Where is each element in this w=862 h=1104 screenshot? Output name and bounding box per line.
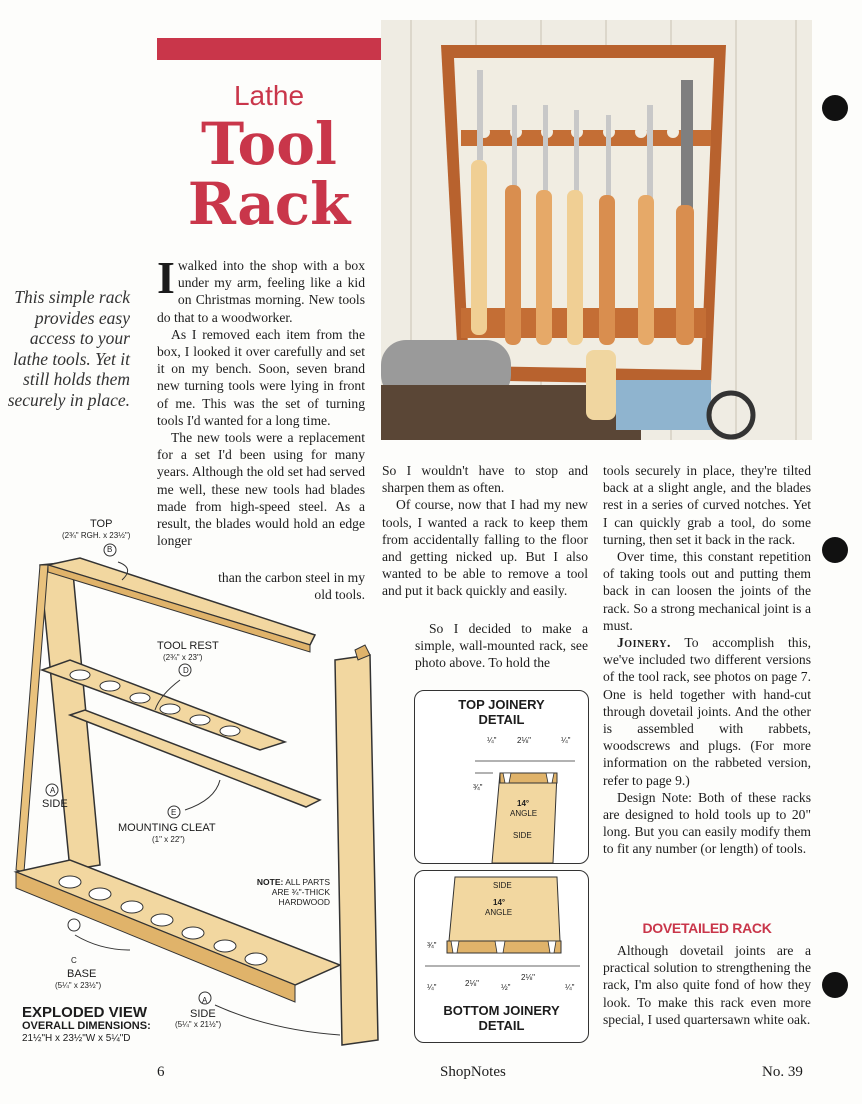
- top-detail-d4: ¾": [473, 783, 483, 792]
- note-text: ALL PARTS ARE ¾"-THICK HARDWOOD: [271, 877, 330, 907]
- top-detail-d1: ¼": [487, 736, 497, 745]
- key-d: D: [183, 666, 189, 675]
- key-e: E: [171, 808, 177, 817]
- bottom-detail-d1: ¾": [427, 941, 437, 950]
- title-line-2: Rack: [187, 170, 351, 238]
- title-accent-bar: [157, 38, 381, 60]
- label-tool-rest-dims: (2¾" x 23"): [163, 653, 203, 662]
- label-tool-rest: TOOL REST: [157, 640, 219, 652]
- top-board: [48, 558, 315, 645]
- key-a-left: A: [50, 786, 56, 795]
- paragraph-dovetail: Although dovetail joints are a practical solution to strengthening the rack, I'm also quite fond of how they look. To make this rack even more special, I used quartersawn white oak.: [603, 943, 811, 1027]
- top-detail-drawing: [415, 731, 588, 863]
- rack-photo: [381, 20, 812, 440]
- top-board-edge: [48, 565, 310, 652]
- paragraph-design-note: Design Note: Both of these racks are designed to hold tools up to 20" long. But you can easily modify them to fit any number (or length) of tools.: [603, 789, 811, 857]
- overall-dimensions-value: 21½"H x 23½"W x 5¼"D: [22, 1033, 131, 1044]
- paragraph-repetition: Over time, this constant repetition of taking tools out and putting them back in can loosen the joints of the rack. So a strong mechanical joint is a must.: [603, 549, 811, 633]
- label-base: BASE: [67, 968, 97, 980]
- paragraph-intro: walked into the shop with a box under my arm, feeling like a kid on Christmas morning. New tools do that to a woodworker.: [157, 258, 365, 325]
- side-panel-right: [335, 655, 378, 1045]
- body-column-3-end: [603, 942, 811, 1028]
- paragraph-tilted: tools securely in place, they're tilted back at a slight angle, and the blades rest in a series of curved notches. Yet I can quickly grab a tool, do some turning, then set it back in the rack.: [603, 463, 811, 547]
- top-detail-title-1: TOP JOINERY: [458, 697, 545, 712]
- top-detail-title-2: DETAIL: [478, 712, 525, 727]
- top-detail-d3: ¼": [561, 736, 571, 745]
- top-detail-angle: 14°: [517, 799, 530, 808]
- binder-hole: [822, 95, 848, 121]
- label-side-right-dims: (5¼" x 21½"): [175, 1020, 222, 1029]
- top-detail-d2: 2⅛": [517, 736, 531, 745]
- bottom-detail-angle-label: ANGLE: [485, 908, 513, 917]
- paragraph-replacement: The new tools were a replacement for a set I'd been using for many years. Although the old set had served me well, these new tools had blades made from high-speed steel. As a result, the blades would hold an edge longer: [157, 430, 365, 549]
- paragraph-wall-mounted-text: So I decided to make a simple, wall-mounted rack, see photo above. To hold the: [415, 621, 588, 671]
- body-column-3: [603, 462, 811, 858]
- key-b: B: [107, 545, 113, 554]
- label-base-dims: (5¼" x 23½"): [55, 981, 102, 990]
- label-side-right: SIDE: [190, 1008, 216, 1020]
- body-column-2: [382, 462, 588, 600]
- binder-hole: [822, 972, 848, 998]
- exploded-view-title: EXPLODED VIEW: [22, 1004, 148, 1021]
- paragraph-joinery: To accomplish this, we've included two different versions of the tool rack, see photos on page 7. One is held together with hand-cut through dovetail joints. And the other is assembled with rabbets, woodscrews and plugs. (For more information on the rabbeted version, refer to page 9.): [603, 635, 811, 788]
- drop-cap: I: [157, 252, 175, 303]
- top-detail-angle-label: ANGLE: [510, 809, 538, 818]
- bottom-detail-d4: ½": [501, 983, 511, 992]
- paragraph-unboxing: As I removed each item from the box, I looked it over carefully and set it on my bench. Soon, seven brand new turning tools were lying in front of me. This was the set of turning tools I'd wanted for a long time.: [157, 326, 365, 428]
- bottom-detail-title-2: DETAIL: [478, 1018, 525, 1033]
- title-line-1: Tool: [201, 110, 337, 178]
- bottom-detail-d2: ¼": [427, 983, 437, 992]
- joinery-runin: Joinery.: [617, 635, 671, 651]
- binder-hole: [822, 537, 848, 563]
- photo-caption: This simple rack provides easy access to your lathe tools. Yet it still holds them securely in place.: [7, 287, 130, 410]
- note-bold: NOTE:: [256, 877, 284, 887]
- label-top-dims: (2¾" RGH. x 23½"): [62, 531, 131, 540]
- top-joinery-detail: [414, 690, 589, 864]
- label-side-left: SIDE: [42, 798, 68, 810]
- key-c: C: [71, 956, 77, 965]
- label-top: TOP: [90, 518, 113, 530]
- dovetailed-rack-heading: DOVETAILED RACK: [642, 920, 772, 936]
- paragraph-rack-need: Of course, now that I had my new tools, I wanted a rack to keep them from accidentally falling to the floor and getting nicked up. But I also wanted to be able to remove a tool and put it back quickly and easily.: [382, 497, 588, 599]
- page-number: 6: [157, 1064, 165, 1080]
- label-mounting-cleat: MOUNTING CLEAT: [118, 822, 216, 834]
- issue-number: No. 39: [762, 1064, 803, 1080]
- bottom-detail-d5: 2⅛": [521, 973, 535, 982]
- paragraph-wall-mounted: [415, 620, 588, 672]
- magazine-name: ShopNotes: [440, 1064, 506, 1080]
- key-a-right: A: [202, 996, 208, 1005]
- bottom-joinery-detail: [414, 870, 589, 1043]
- top-detail-side: SIDE: [513, 831, 532, 840]
- body-column-1: [157, 252, 365, 549]
- bottom-detail-angle: 14°: [493, 898, 506, 907]
- rack-photo-illustration: [381, 20, 812, 440]
- note-box: [240, 877, 330, 907]
- bottom-detail-d6: ¼": [565, 983, 575, 992]
- overall-dimensions-label: OVERALL DIMENSIONS:: [22, 1020, 151, 1032]
- bottom-detail-side: SIDE: [493, 881, 512, 890]
- bottom-detail-d3: 2⅛": [465, 979, 479, 988]
- paragraph-replacement-end: than the carbon steel in my old tools.: [218, 570, 365, 603]
- label-mounting-cleat-dims: (1" x 22"): [152, 835, 185, 844]
- title-kicker: Lathe: [233, 80, 305, 111]
- paragraph-sharpen: So I wouldn't have to stop and sharpen them as often.: [382, 463, 588, 496]
- bottom-detail-title-1: BOTTOM JOINERY: [443, 1003, 560, 1018]
- side-panel-left-edge: [16, 565, 48, 872]
